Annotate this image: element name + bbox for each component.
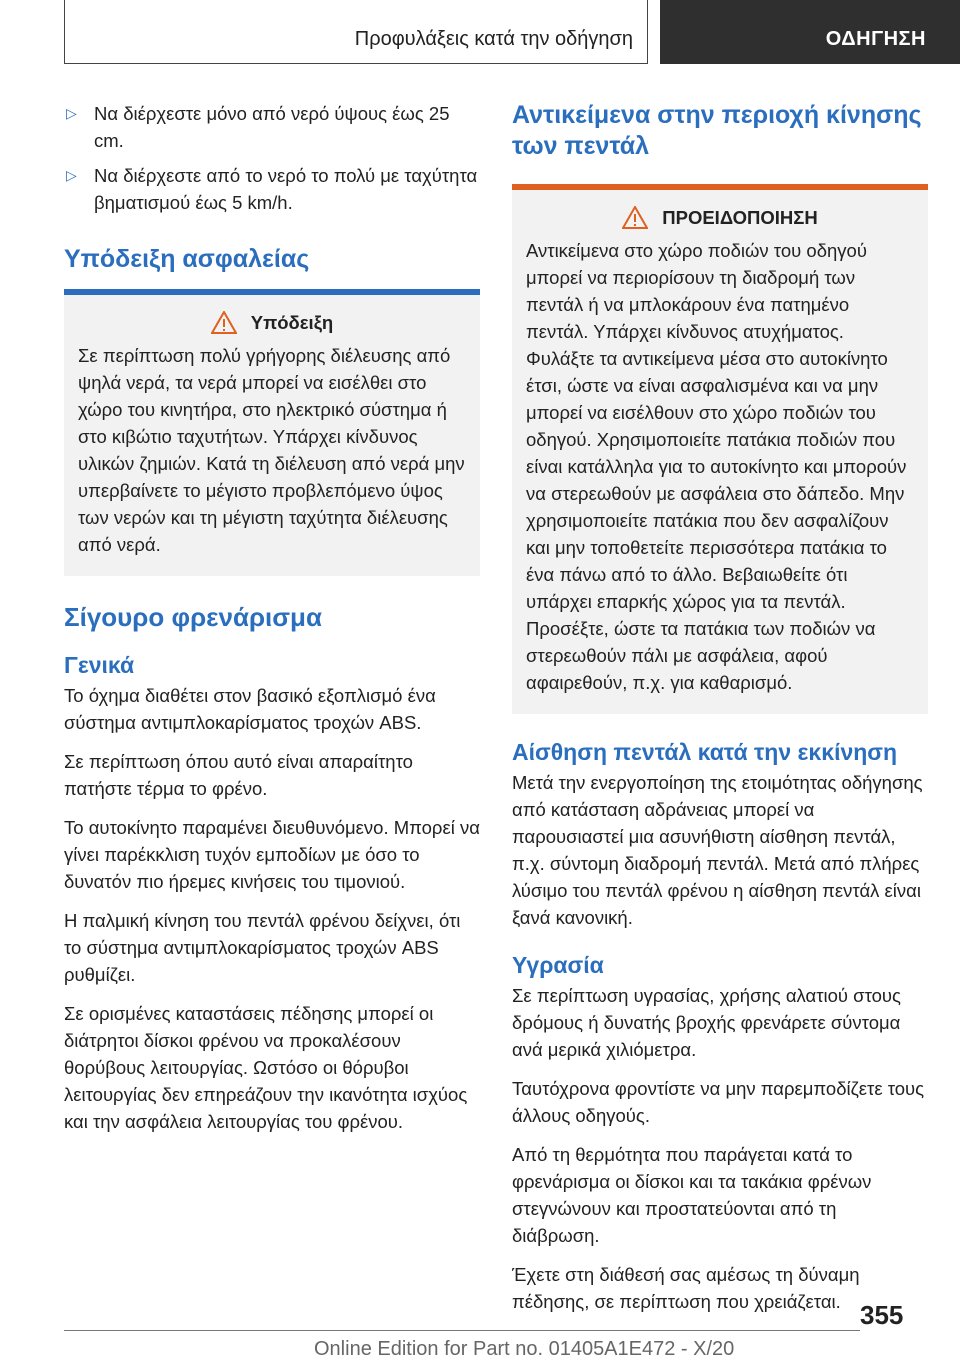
footer-divider: [64, 1330, 860, 1331]
notice-title: Υπόδειξη: [250, 311, 334, 333]
general-heading: Γενικά: [64, 652, 135, 678]
paragraph: Μετά την ενεργοποίηση της ετοιμότητας οδήγησης από κατάσταση αδράνειας μπορεί να παρουσιαστεί μια ασυνήθιστη αίσθηση πεντάλ, π.χ. σύντομη διαδρομή πεντάλ. Μετά από πλήρες λύσιμο του πεντάλ φρένου η αίσθηση πεντάλ είναι ξανά κανονική.: [512, 772, 923, 928]
warning-text: Αντικείμενα στο χώρο ποδιών του οδηγού μπορεί να περιορίσουν τη διαδρομή των πεντάλ ή να μπλοκάρουν ένα πατημένο πεντάλ. Υπάρχει κίνδυνος ατυχήματος. Φυλάξτε τα αντικείμενα μέσα στο αυτοκίνητο έτσι, ώστε να είναι ασφαλισμένα και να μην μπορεί να εισέλθουν στο χώρο ποδιών του οδηγού. Χρησιμοποιείτε πατάκια ποδιών που είναι κατάλληλα για το αυτοκίνητο και μπορούν να στερεωθούν με ασφάλεια στο δάπεδο. Μην χρησιμοποιείτε πατάκια που δεν ασφαλίζουν και μην τοποθετείτε περισσότερα πατάκια το ένα πάνω από το άλλο. Βεβαιωθείτε ότι υπάρχει επαρκής χώρος για τα πεντάλ. Προσέξτε, ώστε τα πατάκια των ποδιών να στερεωθούν πάλι με ασφάλεια, αφού αφαιρεθούν, π.χ. για καθαρισμό.: [526, 240, 907, 693]
notice-header: [78, 311, 466, 334]
paragraph: Σε ορισμένες καταστάσεις πέδησης μπορεί οι διάτρητοι δίσκοι φρένου να προκαλέσουν θορύβους λειτουργίας. Ωστόσο οι θόρυβοι λειτουργίας δεν επηρεάζουν την ικανότητα ισχύος και την ασφάλεια λειτουργίας του φρένου.: [64, 1003, 468, 1132]
paragraph: Το αυτοκίνητο παραμένει διευθυνόμενο. Μπορεί να γίνει παρέκκλιση τυχόν εμποδίων με όσο το δυνατόν πιο ήρεμες κινήσεις του τιμονιού.: [64, 817, 480, 892]
page-number: 355: [860, 1300, 904, 1330]
warning-triangle-icon: [211, 311, 237, 334]
footer-edition: Online Edition for Part no. 01405A1E472 - X/20: [314, 1338, 735, 1360]
list-item: ▷ Να διέρχεστε από το νερό το πολύ με ταχύτητα βηματισμού έως 5 km/h.: [64, 162, 480, 216]
paragraph: Έχετε στη διάθεσή σας αμέσως τη δύναμη πέδησης, σε περίπτωση που χρειάζεται.: [512, 1264, 860, 1312]
humidity-heading: Υγρασία: [512, 952, 604, 978]
right-column: [512, 100, 928, 1327]
warning-title: ΠΡΟΕΙΔΟΠΟΙΗΣΗ: [662, 206, 818, 228]
triangle-bullet-icon: ▷: [66, 105, 77, 121]
header-chapter-title: ΟΔΗΓΗΣΗ: [825, 28, 926, 50]
left-column: [64, 100, 480, 1147]
safety-heading: Υπόδειξη ασφαλείας: [64, 245, 310, 273]
braking-heading: Σίγουρο φρενάρισμα: [64, 602, 322, 632]
notice-box: [64, 295, 480, 576]
header-section-box: [64, 0, 648, 64]
pedal-heading: Αίσθηση πεντάλ κατά την εκκίνηση: [512, 739, 898, 765]
notice-text: Σε περίπτωση πολύ γρήγορης διέλευσης από ψηλά νερά, τα νερά μπορεί να εισέλθει στο χώρο του κινητήρα, στο ηλεκτρικό σύστημα ή στο κιβώτιο ταχυτήτων. Υπάρχει κίνδυνος υλικών ζημιών. Κατά τη διέλευση από νερά μην υπερβαίνετε το μέγιστο προβλεπόμενο ύψος των νερών και τη μέγιστη ταχύτητα διέλευσης από νερά.: [78, 345, 465, 555]
list-item: ▷ Να διέρχεστε μόνο από νερό ύψους έως 25 cm.: [64, 100, 480, 154]
warning-triangle-icon: [622, 206, 648, 229]
paragraph: Το όχημα διαθέτει στον βασικό εξοπλισμό ένα σύστημα αντιμπλοκαρίσματος τροχών ABS.: [64, 685, 436, 733]
paragraph: Ταυτόχρονα φροντίστε να μην παρεμποδίζετε τους άλλους οδηγούς.: [512, 1078, 925, 1126]
triangle-bullet-icon: ▷: [66, 167, 77, 183]
header-chapter-box: [660, 0, 960, 64]
paragraph: Από τη θερμότητα που παράγεται κατά το φρενάρισμα οι δίσκοι και τα τακάκια φρένων στεγνώνουν και προστατεύονται από τη διάβρωση.: [512, 1144, 872, 1246]
warning-header: [526, 206, 914, 229]
header-section-title: Προφυλάξεις κατά την οδήγηση: [354, 28, 633, 50]
paragraph: Σε περίπτωση όπου αυτό είναι απαραίτητο πατήστε τέρμα το φρένο.: [64, 751, 413, 799]
paragraph: Σε περίπτωση υγρασίας, χρήσης αλατιού στους δρόμους ή δυνατής βροχής φρενάρετε σύντομα ανά μερικά χιλιόμετρα.: [512, 985, 901, 1060]
paragraph: Η παλμική κίνηση του πεντάλ φρένου δείχνει, ότι το σύστημα αντιμπλοκαρίσματος τροχών ABS ρυθμίζει.: [64, 910, 461, 985]
objects-heading: Αντικείμενα στην περιοχή κίνησης των πεντάλ: [512, 101, 922, 160]
warning-box: [512, 190, 928, 714]
